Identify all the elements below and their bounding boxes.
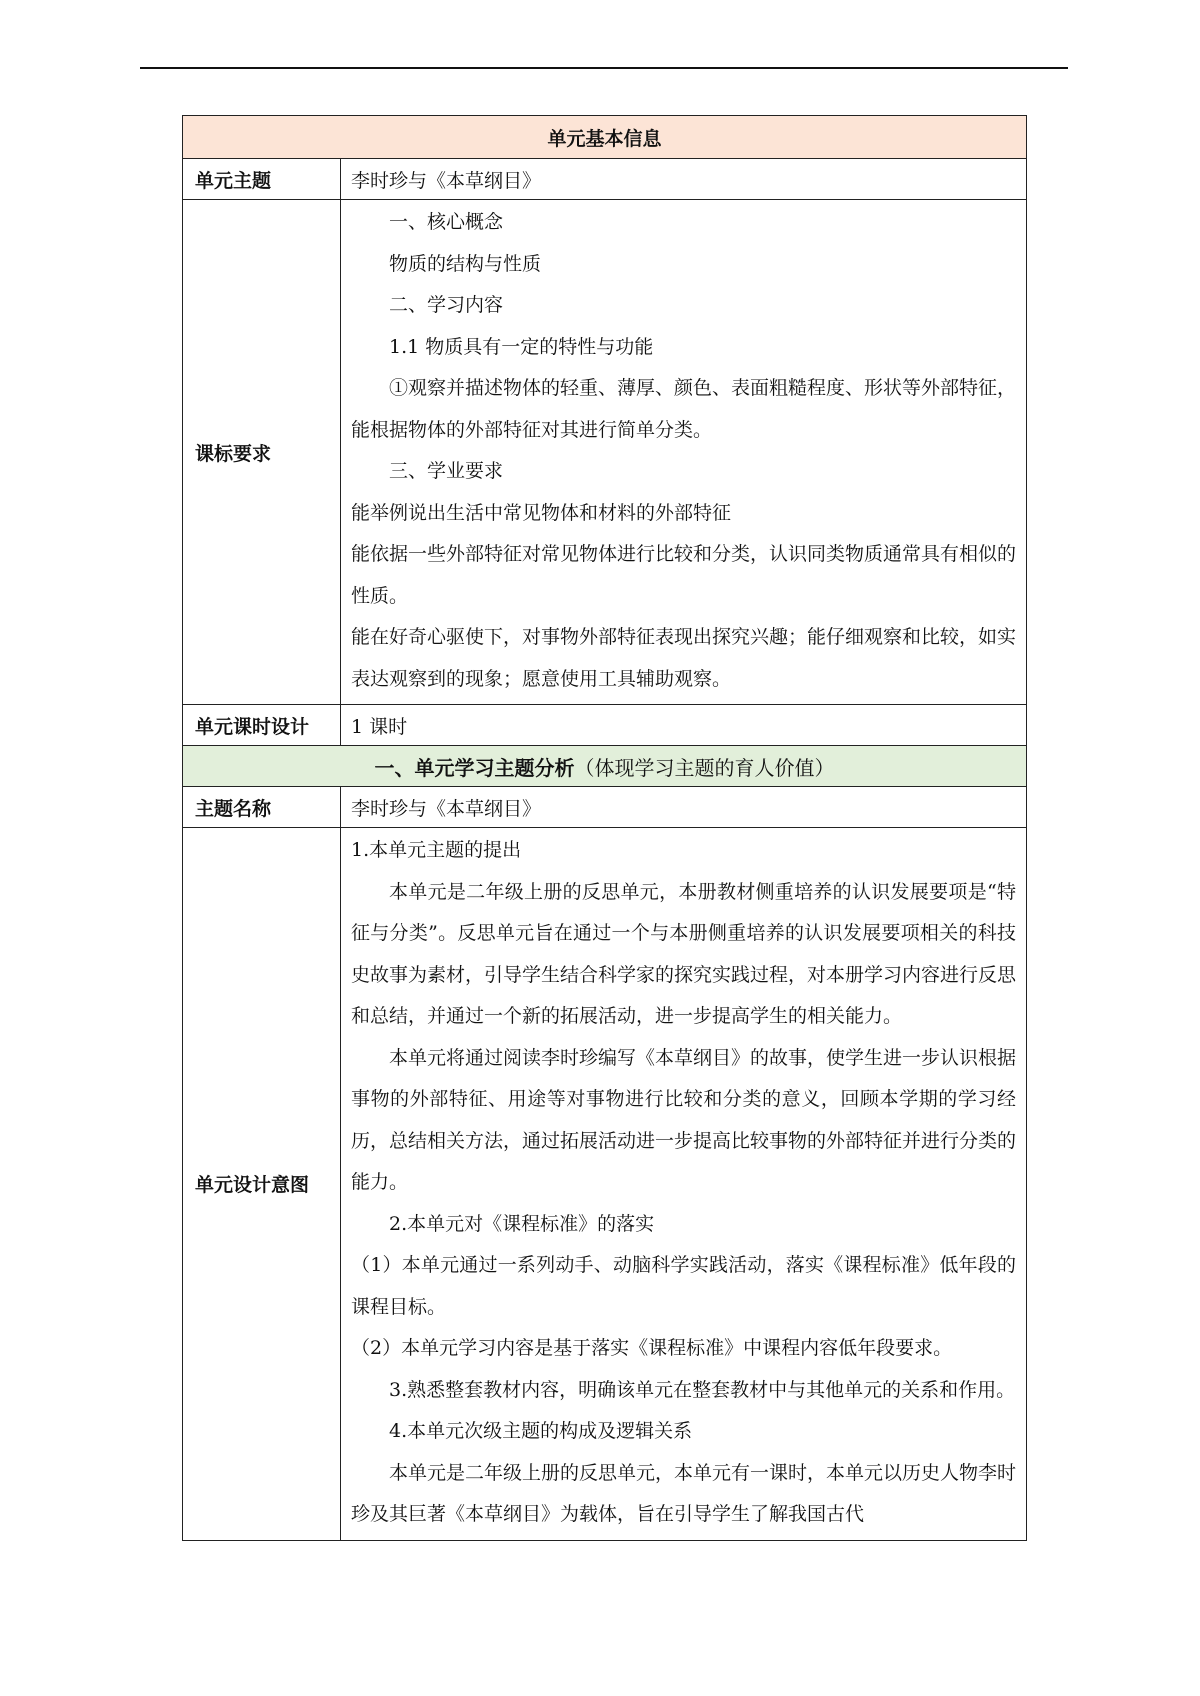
table-row [183, 787, 1027, 828]
paragraph: 4.本单元次级主题的构成及逻辑关系 [389, 1420, 693, 1442]
paragraph: （1）本单元通过一系列动手、动脑科学实践活动，落实《课程标准》低年段的课程目标。 [351, 1254, 1017, 1318]
value-lesson-design: 1 课时 [341, 705, 1027, 746]
table-row [183, 200, 1027, 705]
section-header-row [183, 746, 1027, 787]
paragraph: 2.本单元对《课程标准》的落实 [389, 1212, 655, 1235]
paragraph: 本单元是二年级上册的反思单元，本册教材侧重培养的认识发展要项是“特征与分类”。反思单元旨在通过一个与本册侧重培养的认识发展要项相关的科技史故事为素材，引导学生结合科学家的探究实践过程，对本册学习内容进行反思和总结，并通过一个新的拓展活动，进一步提高学生的相关能力。 [351, 880, 1017, 1027]
label-lesson-design: 单元课时设计 [183, 705, 341, 746]
paragraph: ①观察并描述物体的轻重、薄厚、颜色、表面粗糙程度、形状等外部特征，能根据物体的外部特征对其进行简单分类。 [351, 377, 1017, 441]
label-theme-name: 主题名称 [183, 787, 341, 828]
value-theme-name: 李时珍与《本草纲目》 [341, 787, 1027, 828]
paragraph: 二、学习内容 [389, 294, 504, 316]
paragraph: 三、学业要求 [389, 460, 504, 482]
paragraph: 3.熟悉整套教材内容，明确该单元在整套教材中与其他单元的关系和作用。 [389, 1378, 1016, 1401]
paragraph: 能举例说出生活中常见物体和材料的外部特征 [351, 501, 732, 524]
section-header-basic-info: 单元基本信息 [183, 116, 1027, 159]
value-unit-topic: 李时珍与《本草纲目》 [341, 159, 1027, 200]
paragraph: 本单元将通过阅读李时珍编写《本草纲目》的故事，使学生进一步认识根据事物的外部特征、用途等对事物进行比较和分类的意义，回顾本学期的学习经历，总结相关方法，通过拓展活动进一步提高比较事物的外部特征并进行分类的能力。 [351, 1046, 1017, 1193]
paragraph: 1.1 物质具有一定的特性与功能 [389, 335, 654, 358]
paragraph: 本单元是二年级上册的反思单元，本单元有一课时，本单元以历史人物李时珍及其巨著《本草纲目》为载体，旨在引导学生了解我国古代 [351, 1461, 1017, 1525]
table-row [183, 828, 1027, 1541]
section-header-theme-analysis [183, 746, 1027, 787]
section-header-row [183, 116, 1027, 159]
section-header-note: （体现学习主题的育人价值） [574, 755, 835, 780]
unit-info-table [182, 115, 1027, 1541]
curriculum-requirements-content [341, 200, 1027, 705]
label-design-intent: 单元设计意图 [183, 828, 341, 1541]
table-row [183, 705, 1027, 746]
paragraph: 物质的结构与性质 [389, 252, 542, 275]
header-rule [140, 67, 1068, 69]
paragraph: 能依据一些外部特征对常见物体进行比较和分类，认识同类物质通常具有相似的性质。 [351, 543, 1017, 607]
paragraph: 一、核心概念 [389, 211, 504, 233]
design-intent-content [341, 828, 1027, 1541]
label-unit-topic: 单元主题 [183, 159, 341, 200]
section-header-bold: 一、单元学习主题分析 [374, 755, 575, 780]
paragraph: 1.本单元主题的提出 [351, 839, 522, 861]
paragraph: 能在好奇心驱使下，对事物外部特征表现出探究兴趣；能仔细观察和比较，如实表达观察到的现象；愿意使用工具辅助观察。 [351, 626, 1017, 690]
label-curriculum-requirements: 课标要求 [183, 200, 341, 705]
table-row [183, 159, 1027, 200]
paragraph: （2）本单元学习内容是基于落实《课程标准》中课程内容低年段要求。 [351, 1337, 953, 1359]
